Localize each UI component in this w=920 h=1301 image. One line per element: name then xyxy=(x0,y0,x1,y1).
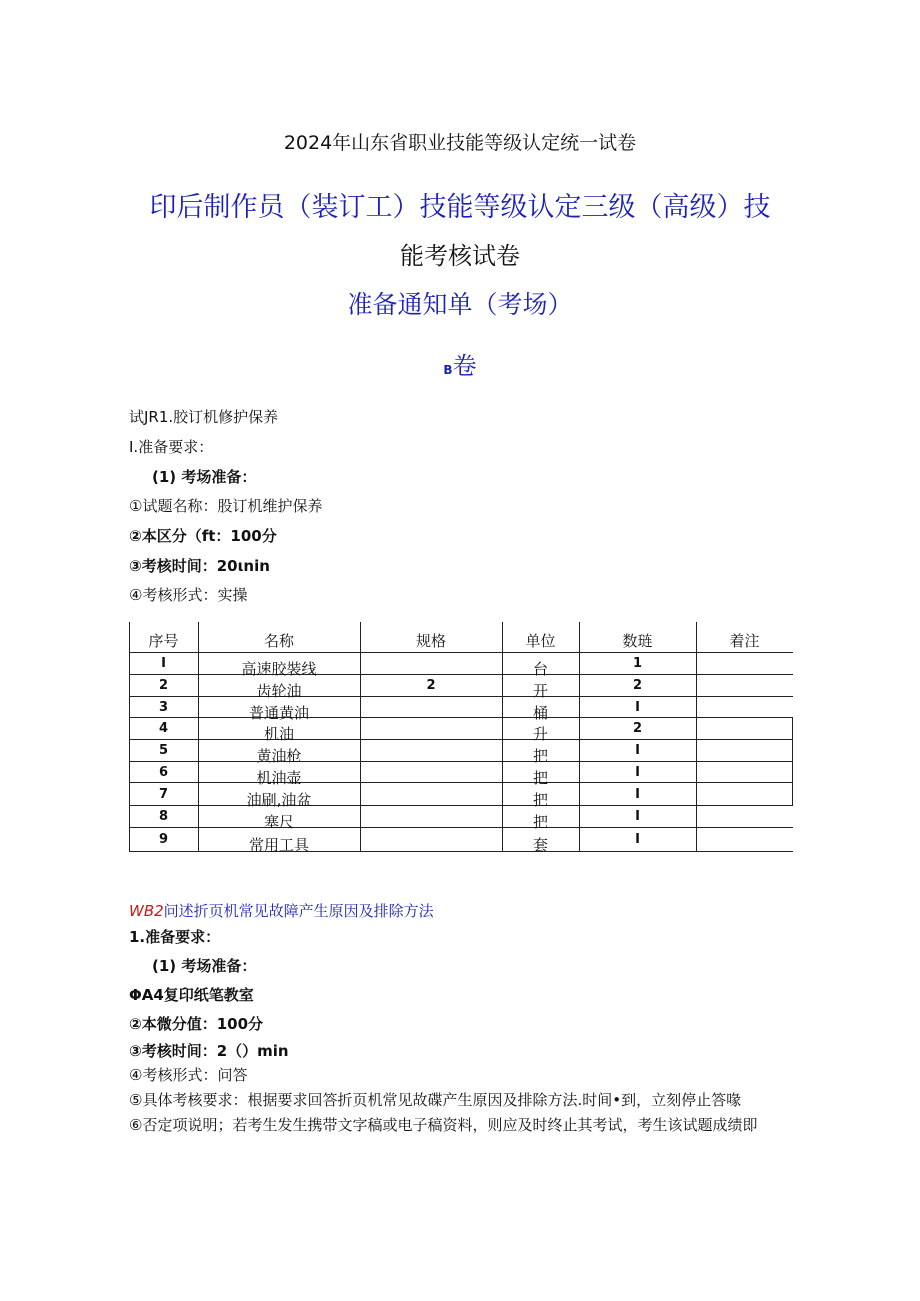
table-cell-name: 高速胶裝线 xyxy=(241,660,317,678)
table-cell-index: 8 xyxy=(158,809,169,824)
column-header: 单位 xyxy=(525,632,556,650)
table-cell-qty: 2 xyxy=(632,721,643,736)
table-cell-qty: I xyxy=(635,832,640,847)
q2-item-3: ③考核时间：2（）min xyxy=(129,1042,289,1060)
q2-item-1: ΦA4复印纸笔教室 xyxy=(129,986,254,1004)
column-header: 着注 xyxy=(729,632,760,650)
q2-item-4: ④考核形式：问答 xyxy=(129,1066,248,1084)
q1-heading: 试JR1.胶订机修护保养 xyxy=(129,408,279,426)
q1-venue-prep: (1) 考场准备： xyxy=(152,468,257,486)
q1-score: ②本区分（ft：100分 xyxy=(129,527,277,545)
table-cell-index: 3 xyxy=(158,700,169,715)
table-cell-qty: I xyxy=(635,743,640,758)
table-cell-unit: 台 xyxy=(532,660,548,678)
q2-venue-prep: (1) 考场准备： xyxy=(152,957,257,975)
q2-item-5: ⑤具体考核要求：根据要求回答折页机常见故碟产生原因及排除方法.时间•到，立刻停止答喙 xyxy=(129,1091,742,1109)
table-vline xyxy=(696,622,697,852)
q2-item-6: ⑥否定项说明；若考生发生携带文字稿或电子稿资料，则应及时终止其考试，考生该试题成绩即 xyxy=(129,1116,758,1134)
table-cell-name: 机油壶 xyxy=(256,769,302,787)
column-header: 数琏 xyxy=(622,632,653,650)
q2-heading xyxy=(129,900,434,921)
table-cell-qty: I xyxy=(635,787,640,802)
table-cell-unit: 套 xyxy=(532,836,548,854)
prep-notice-title: 准备通知单（考场） xyxy=(347,290,573,319)
table-cell-name: 机油 xyxy=(263,725,294,743)
volume-suffix: 卷 xyxy=(452,352,477,380)
table-cell-index: 4 xyxy=(158,721,169,736)
table-cell-qty: I xyxy=(635,700,640,715)
document-title-line1: 印后制作员（装订工）技能等级认定三级（高级）技 xyxy=(149,192,771,223)
column-header: 序号 xyxy=(148,632,179,650)
q2-title: 问述折页机常见故障产生原因及排除方法 xyxy=(163,902,434,920)
table-cell-name: 普通黄油 xyxy=(248,704,309,722)
table-cell-index: 9 xyxy=(158,832,169,847)
table-cell-name: 常用工具 xyxy=(248,836,309,854)
volume-label xyxy=(0,346,920,381)
table-cell-qty: 2 xyxy=(632,678,643,693)
table-cell-index: 7 xyxy=(158,787,169,802)
table-cell-unit: 开 xyxy=(532,682,548,700)
table-cell-unit: 把 xyxy=(532,747,548,765)
q2-requirements: 1.准备要求： xyxy=(129,928,221,946)
table-cell-name: 塞尺 xyxy=(263,813,294,831)
q1-time: ③考核时间：20ιnin xyxy=(129,557,270,575)
table-cell-qty: I xyxy=(635,809,640,824)
q2-prefix: WB2 xyxy=(129,902,164,920)
table-vline xyxy=(360,622,361,852)
table-cell-unit: 把 xyxy=(532,791,548,809)
table-cell-spec: 2 xyxy=(426,678,436,693)
q1-form: ④考核形式：实操 xyxy=(129,586,248,604)
table-cell-index: 6 xyxy=(158,765,169,780)
q1-name: ①试题名称：股订机维护保养 xyxy=(129,497,323,515)
table-cell-unit: 升 xyxy=(532,725,548,743)
column-header: 名称 xyxy=(263,632,294,650)
table-cell-qty: I xyxy=(635,765,640,780)
q2-item-2: ②本微分值：100分 xyxy=(129,1015,264,1033)
table-cell-index: 2 xyxy=(158,678,169,693)
table-cell-qty: 1 xyxy=(632,656,643,671)
exam-title: 2024年山东省职业技能等级认定统一试卷 xyxy=(283,132,637,154)
table-cell-index: 5 xyxy=(158,743,169,758)
table-cell-name: 油刷,油盆 xyxy=(246,791,312,809)
q1-requirements: I.准备要求： xyxy=(129,438,214,456)
table-cell-unit: 把 xyxy=(532,813,548,831)
table-cell-unit: 桶 xyxy=(532,704,548,722)
volume-prefix: B xyxy=(443,363,453,377)
table-cell-name: 齿轮油 xyxy=(256,682,302,700)
table-cell-name: 黄油枪 xyxy=(256,747,302,765)
column-header: 规格 xyxy=(415,632,446,650)
table-hline xyxy=(129,652,793,653)
table-cell-unit: 把 xyxy=(532,769,548,787)
table-cell-index: I xyxy=(161,656,166,671)
document-title-line2: 能考核试卷 xyxy=(400,242,520,270)
materials-table xyxy=(129,622,793,852)
